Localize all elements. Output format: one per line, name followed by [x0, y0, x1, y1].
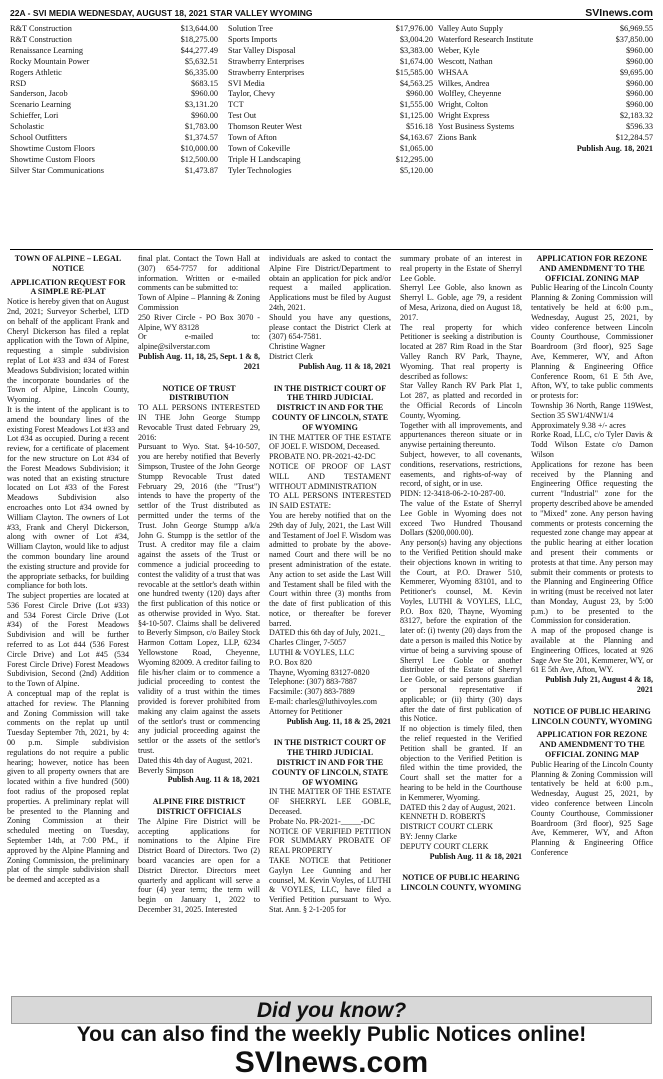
notice-paragraph: You are hereby notified that on the 29th day of July, 2021, the Last Will and Testament of Joel F. Wisdom was admitted to probate by the above-named Court and there will be no present administration of the estate. Any action to set aside the Last Will and Testament shall be filed with the Court within three (3) months from the date of first publication of this notice, or thereafter be forever barred. — [269, 510, 391, 628]
notice-paragraph: Star Valley Ranch RV Park Plat 1, Lot 287, as platted and recorded in the Official Records of Lincoln County, Wyoming. — [400, 381, 522, 420]
table-row — [438, 79, 653, 90]
notice-paragraph: Pursuant to Wyo. Stat. §4-10-507, you are hereby notified that Beverly Simpson, Trustee of the John George Stumpp Revocable Trust dated February 29, 2016 (the "Trust") intends to have the property of the settlor of the Trust distributed as permitted under the terms of the Trust. John George Stumpp a/k/a John G. Stumpp is the settlor of the Trust. A creditor may file a claim against the assets of the Trust or commence a judicial proceeding to contest the validity of a trust that was revocable at the settlor's death within one hundred twenty (120) days after the first publication of this notice or as otherwise provided in Wyo. Stat. §4-10-507. Claims shall be delivered to Beverly Simpson, c/o Bailey Stock Harmon Cottam Lopez, LLP, 6234 Yellowstone Road, Cheyenne, Wyoming 82009. A creditor failing to file his/her claim or to commence a judicial proceeding to contest the validity of a trust within the times provided is forever prohibited from making any claim against the assets of the settlor's trust or commencing any judicial proceeding against the settlor or the assets of the settlor's trust. — [138, 442, 260, 756]
table-row — [10, 57, 218, 68]
amount: $44,277.49 — [180, 45, 218, 55]
notice-paragraph: Any person(s) having any objections to the Verified Petition should make their objections known in writing to the Court, at P.O. Drawer 510, Kemmerer, Wyoming 83101, and to Petitioner's counsel, M. Kevin Voyles, LUTHI & VOYLES, LLC, P.O. Box 820, Thayne, Wyoming 83127, before the expiration of the later of: (i) twenty (20) days from the date a person is mailed this Notice by virtue of being a surviving spouse of Sherryl Lee Goble or another distributee of the Estate of Sherryl Lee Goble, or said persons guardian or personal representative if applicable; or (ii) thirty (30) days after the date of first publication of this Notice. — [400, 538, 522, 724]
amount: $1,783.00 — [184, 122, 218, 132]
amount: $5,120.00 — [399, 165, 433, 175]
vendor-name: RSD — [10, 78, 27, 88]
table-row — [228, 89, 433, 100]
notice-paragraph: IN THE MATTER OF THE ESTATE OF SHERRYL LEE GOBLE, Deceased. — [269, 787, 391, 817]
amount: $3,383.00 — [399, 45, 433, 55]
amount: $1,674.00 — [399, 56, 433, 66]
notice-paragraph: KENNETH D. ROBERTS — [400, 812, 486, 822]
vendor-name: Wolfley, Cheyenne — [438, 89, 502, 99]
vendor-name: Tyler Technologies — [228, 165, 292, 175]
spacer — [138, 785, 260, 793]
vendor-name: Wright Express — [438, 111, 490, 121]
notice-paragraph: Thayne, Wyoming 83127-0820 — [269, 667, 370, 677]
vendor-name: Scenario Learning — [10, 100, 72, 110]
notice-heading: NOTICE OF TRUST DISTRIBUTION — [162, 383, 236, 403]
notice-paragraph: It is the intent of the applicant is to amend the boundary lines of the existing Forest Meadows Lot #33 and Lot #34 as occupied. During a recent review, for a certificate of placement for the new structure on Lot #34 of the Forest Meadows Subdivision; it was noted that an existing structure located on Lot #33 of the Forest Meadows Subdivision also encroaches onto Lot #34 owned by William Clayton. The owners of Lot #33, Frank and Cheryl Dickerson, along with owner of Lot #34, William Clayton, would like to adjust the common boundary line around the existing structure and provide for the appropriate setbacks, for building compliance for both lots. — [7, 404, 129, 591]
table-row — [228, 100, 433, 111]
notice-paragraph: Sherryl Lee Goble, also known as Sherryl L. Goble, age 79, a resident of Mesa, Arizona, died on August 18, 2017. — [400, 283, 522, 322]
table-row — [228, 24, 433, 35]
notice-paragraph: Notice is hereby given that on August 2nd, 2021; Surveyor Scherbel, LTD on behalf of the applicant Frank and Cheryl Dickerson has filed a replat application with the Town of Alpine, requesting a simple subdivision replat of Lot #33 and #34 of Forest Meadows Subdivision; located within the incorporate boundaries of the Town of Alpine, Lincoln County, Wyoming. — [7, 297, 129, 405]
amount: $960.00 — [626, 45, 653, 55]
table-row — [10, 79, 218, 90]
amount: $3,131.20 — [184, 100, 218, 110]
notice-paragraph: DISTRICT COURT CLERK — [400, 822, 494, 832]
promo-banner — [11, 996, 652, 1079]
notice-heading: APPLICATION FOR REZONE AND AMENDMENT TO THE OFFICIAL ZONING MAP — [536, 254, 648, 283]
table-row — [438, 100, 653, 111]
notice-paragraph: If no objection is timely filed, then the relief requested in the Verified Petition shall be granted. If an objection to the Verified Petition is filed within the time provided, the Court shall set the matter for a hearing to be held in the Courthouse in Kemmerer, Wyoming. — [400, 724, 522, 802]
notice-paragraph: LUTHI & VOYLES, LLC — [269, 648, 355, 658]
spacer — [269, 726, 391, 734]
publish-line: Publish Aug. 11, 18 & 25, 2021 — [286, 716, 391, 726]
table-row — [10, 35, 218, 46]
notice-heading: IN THE DISTRICT COURT OF THE THIRD JUDICIAL DISTRICT IN AND FOR THE COUNTY OF LINCOLN, STATE OF WYOMING — [271, 738, 389, 787]
vendor-name: Strawberry Enterprises — [228, 67, 305, 77]
table-row — [438, 133, 653, 144]
notice-paragraph: Charles Clinger, 7-5057 — [269, 638, 347, 648]
notice-paragraph: summary probate of an interest in real property in the Estate of Sherryl Lee Goble. — [400, 254, 522, 283]
amount: $4,163.67 — [399, 133, 433, 143]
amount: $2,183.32 — [619, 111, 653, 121]
table-row — [10, 89, 218, 100]
notice-paragraph: NOTICE OF VERIFIED PETITION FOR SUMMARY PROBATE OF REAL PROPERTY — [269, 826, 391, 856]
vendor-name: Star Valley Disposal — [228, 45, 296, 55]
notice-paragraph: District Clerk — [269, 351, 314, 361]
amount: $5,632.51 — [184, 56, 218, 66]
vendor-name: Silver Star Communications — [10, 165, 105, 175]
vendor-name: R&T Construction — [10, 34, 72, 44]
header-site: SVInews.com — [585, 6, 653, 19]
header-dateline: 22A - SVI MEDIA WEDNESDAY, AUGUST 18, 2021 STAR VALLEY WYOMING — [10, 7, 313, 18]
vendor-name: Wilkes, Andrea — [438, 78, 490, 88]
table-row — [438, 35, 653, 46]
vendor-name: Town of Afton — [228, 133, 277, 143]
notice-column-5 — [531, 254, 653, 992]
notice-paragraph: Public Hearing of the Lincoln County Planning & Zoning Commission will tentatively be held at 6:00 p.m., Wednesday, August 25, 2021, by video conference between Lincoln County Courthouse, Commissioner Boardroom (3rd floor), 925 Sage Ave, Kemmerer, WY, and Afton Planning & Engineering Office Conference Room, 61 E 5th Ave, Afton, WY, to take public comments or protests for: — [531, 283, 653, 401]
notice-paragraph: Telephone: (307) 883-7887 — [269, 677, 357, 687]
notice-column-1 — [7, 254, 129, 992]
vendor-name: Weber, Kyle — [438, 45, 480, 55]
notice-heading: ALPINE FIRE DISTRICT DISTRICT OFFICIALS — [152, 797, 246, 817]
amount: $17,976.00 — [395, 24, 433, 33]
notice-paragraph: Attorney for Petitioner — [269, 706, 343, 716]
notice-paragraph: PIDN: 12-3418-06-2-10-287-00. — [400, 489, 506, 499]
vendor-name: Sanderson, Jacob — [10, 89, 68, 99]
notice-paragraph: Applications for rezone has been received by the Planning and Engineering Office requesting the current "Industrial" zone for the property described above be amended to "Mixed" zone. Any person having comments or protests concerning the requested zone change may appear at the public hearing at either location and present their comments or protests at that time. Any person may submit their comments or protests to the Planning and Engineering Office in writing (must be received not later than Monday, August 23, by 5:00 p.m.) to be presented to the Commission for consideration. — [531, 459, 653, 626]
table-row — [10, 24, 218, 35]
amount: $12,295.00 — [395, 154, 433, 164]
table-publish-line: Publish Aug. 18, 2021 — [576, 143, 653, 153]
vendor-name: Wescott, Nathan — [438, 56, 493, 66]
publish-line: Publish Aug. 11 & 18, 2021 — [167, 775, 260, 785]
vendor-name: Test Out — [228, 111, 257, 121]
amount: $960.00 — [191, 89, 218, 99]
amount: $1,065.00 — [399, 143, 433, 153]
table-row — [228, 79, 433, 90]
notice-paragraph: Township 36 North, Range 119West, Section 35 SW1/4NW1/4 — [531, 400, 653, 420]
table-row — [438, 89, 653, 100]
amount: $1,374.57 — [184, 133, 218, 143]
vendor-name: Yost Business Systems — [438, 122, 515, 132]
notice-paragraph: Beverly Simpson — [138, 765, 194, 775]
amount: $960.00 — [626, 56, 653, 66]
notice-paragraph: A map of the proposed change is available at the Planning and Engineering Offices, located at 926 Sage Ave Ste 201, Kemmerer, WY, or 61 E 5th Ave, Afton, WY. — [531, 626, 653, 675]
promo-site: SVInews.com — [234, 1046, 429, 1079]
table-row — [228, 122, 433, 133]
table-row — [10, 122, 218, 133]
table-row — [10, 68, 218, 79]
amount: $1,125.00 — [399, 111, 433, 121]
notice-paragraph: Or e-mailed to: alpine@silverstar.com — [138, 332, 260, 352]
notice-column-4 — [400, 254, 522, 992]
notice-paragraph: Facsimile: (307) 883-7889 — [269, 687, 355, 697]
vendor-name: Showtime Custom Floors — [10, 154, 95, 164]
table-row — [438, 111, 653, 122]
notice-paragraph: The real property for which Petitioner is seeking a distribution is located at 287 Rim Road in the Star Valley Ranch RV Park, Thayne, Wyoming. That real property is described as follows: — [400, 322, 522, 381]
notice-paragraph: TAKE NOTICE that Petitioner Gaylyn Lee Gunning and her counsel, M. Kevin Voyles, of LUTHI & VOYLES, LLC, have filed a Verified Petition pursuant to Wyo. Stat. Ann. § 2-1-205 for — [269, 856, 391, 914]
vendor-name: Rogers Athletic — [10, 67, 62, 77]
table-row — [228, 166, 433, 177]
table-row — [228, 144, 433, 155]
table-row — [228, 57, 433, 68]
amount: $960.00 — [406, 89, 433, 99]
spacer — [269, 372, 391, 380]
amount: $960.00 — [626, 89, 653, 99]
vendor-name: Town of Cokeville — [228, 143, 291, 153]
payments-table-col-2 — [228, 24, 433, 247]
vendor-name: Wright, Colton — [438, 100, 488, 110]
table-row — [438, 68, 653, 79]
spacer — [138, 372, 260, 380]
notice-paragraph: A conceptual map of the replat is attached for review. The Planning and Zoning Commission will take comments on the replat up until Tuesday September 7th, 2021, by 4: 00 p.m. Simple subdivision regulations do not require a public hearing; however, notice has been given to all property owners that are located within a five hundred (500) foot radius of the proposed replat properties. A preliminary replat will be presented to the Planning and Zoning Commission at their scheduled meeting on Tuesday, September 14th, at 7:00 PM., if approved by the Alpine Planning and Zoning Commission, the preliminary plat of the simple subdivision shall be deemed and accepted as a — [7, 689, 129, 885]
notice-paragraph: Dated this 4th day of August, 2021. — [138, 755, 253, 765]
notice-paragraph: individuals are asked to contact the Alpine Fire District/Department to obtain an application for pick and/or request a mailed application. Applications must be filed by August 24th, 2021. — [269, 254, 391, 312]
table-row — [10, 133, 218, 144]
amount: $37,850.00 — [615, 34, 653, 44]
vendor-name: Zions Bank — [438, 133, 477, 143]
table-row — [438, 24, 653, 35]
table-row — [438, 122, 653, 133]
notice-paragraph: Christine Wagner — [269, 342, 326, 352]
notice-column-3 — [269, 254, 391, 992]
vendor-name: Scholastic — [10, 122, 45, 132]
publish-line: Publish Aug. 11 & 18, 2021 — [429, 851, 522, 861]
amount: $1,555.00 — [399, 100, 433, 110]
notice-heading: APPLICATION REQUEST FOR A SIMPLE RE-PLAT — [10, 277, 126, 297]
table-row — [228, 35, 433, 46]
publish-line: Publish Aug. 11, 18, 25, Sept. 1 & 8, 2021 — [138, 351, 260, 371]
table-row — [438, 46, 653, 57]
amount: $12,500.00 — [180, 154, 218, 164]
notice-paragraph: Town of Alpine – Planning & Zoning Commission — [138, 293, 260, 312]
table-row — [438, 57, 653, 68]
notice-heading: NOTICE OF PUBLIC HEARING LINCOLN COUNTY, WYOMING — [400, 873, 522, 893]
table-row — [10, 144, 218, 155]
amount: $960.00 — [626, 78, 653, 88]
amount: $960.00 — [626, 100, 653, 110]
table-row — [228, 68, 433, 79]
amount: $9,695.00 — [619, 67, 653, 77]
notice-paragraph: The subject properties are located at 536 Forest Circle Drive (Lot #33) and 534 Forest Circle Drive (Lot #34) of the Forest Meadows Subdivision and will be further referred to as Lot #44 (536 Forest Circle Drive) and Lot #45 (534 Forest Circle Drive) Forest Meadows Subdivision, Second (2nd) Addition to the Town of Alpine. — [7, 591, 129, 689]
table-row — [10, 155, 218, 166]
table-row — [10, 46, 218, 57]
notice-paragraph: Subject, however, to all covenants, conditions, reservations, restrictions, easements, and rights-of-way of record, of sight, or in use. — [400, 449, 522, 489]
vendor-name: Waterford Research Institute — [438, 34, 534, 44]
table-row — [228, 46, 433, 57]
vendor-name: Schieffer, Lori — [10, 111, 59, 121]
notice-paragraph: PROBATE NO. PR-2021-42-DC — [269, 452, 376, 462]
notice-paragraph: NOTICE OF PROOF OF LAST WILL AND TESTAMENT WITHOUT ADMINISTRATION — [269, 461, 391, 491]
notice-paragraph: Probate No. PR-2021-_____-DC — [269, 816, 375, 826]
notice-paragraph: TO ALL PERSONS INTERESTED IN THE John George Stumpp Revocable Trust dated February 29, 2016: — [138, 403, 260, 442]
notice-paragraph: final plat. Contact the Town Hall at (307) 654-7757 for additional information. Written or e-mailed comments can be submitted to: — [138, 254, 260, 293]
vendor-name: Strawberry Enterprises — [228, 56, 305, 66]
vendor-name: Rocky Mountain Power — [10, 56, 90, 66]
page-header — [10, 6, 653, 20]
amount: $6,335.00 — [184, 67, 218, 77]
amount: $1,473.87 — [184, 165, 218, 175]
vendor-name: Triple H Landscaping — [228, 154, 301, 164]
notice-paragraph: TO ALL PERSONS INTERESTED IN SAID ESTATE: — [269, 491, 391, 511]
vendor-name: TCT — [228, 100, 244, 110]
table-divider — [10, 249, 653, 250]
spacer — [400, 861, 522, 869]
vendor-name: Valley Auto Supply — [438, 24, 503, 33]
vendor-name: Showtime Custom Floors — [10, 143, 95, 153]
notice-paragraph: P.O. Box 820 — [269, 657, 312, 667]
amount: $12,284.57 — [615, 133, 653, 143]
notice-paragraph: Rorke Road, LLC, c/o Tyler Davis & Todd Wilson Estate c/o Damon Wilson — [531, 430, 653, 459]
notice-paragraph: Should you have any questions, please contact the District Clerk at (307) 654-7581. — [269, 312, 391, 342]
vendor-name: Renaissance Learning — [10, 45, 84, 55]
table-row — [228, 111, 433, 122]
amount: $516.18 — [406, 122, 433, 132]
promo-message: You can also find the weekly Public Notices online! — [76, 1023, 587, 1046]
vendor-name: R&T Construction — [10, 24, 72, 33]
notice-paragraph: The Alpine Fire District will be accepting applications for nominations to the Alpine Fire District Board of Directors. Two (2) board vacancies are open for a District Director. Directors meet quarterly and applicant will serve a four (4) year term; the term will begin on January 1, 2022 to December 31, 2025. Interested — [138, 816, 260, 914]
notice-paragraph: DATED this 2 day of August, 2021. — [400, 802, 516, 812]
publish-line: Publish Aug. 11 & 18, 2021 — [298, 361, 391, 371]
promo-question: Did you know? — [256, 999, 407, 1022]
notice-paragraph: Together with all improvements, and appurtenances thereon situate or in anywise pertaining thereunto. — [400, 420, 522, 450]
notice-heading: TOWN OF ALPINE – LEGAL NOTICE — [14, 254, 122, 273]
amount: $3,004.20 — [399, 34, 433, 44]
vendor-name: Thomson Reuter West — [228, 122, 302, 132]
notice-paragraph: Public Hearing of the Lincoln County Planning & Zoning Commission will tentatively be held at 6:00 p.m., Wednesday, August 25, 2021, by video conference between Lincoln County Courthouse, Commissioner Boardroom (3rd floor), 925 Sage Ave, Kemmerer, WY, and Afton Planning & Engineering Office Conference — [531, 759, 653, 858]
amount: $13,644.00 — [180, 24, 218, 33]
notice-paragraph: DATED this 6th day of July, 2021._ — [269, 628, 385, 638]
amount: $10,000.00 — [180, 143, 218, 153]
amount: $960.00 — [191, 111, 218, 121]
table-row — [10, 111, 218, 122]
publish-line: Publish July 21, August 4 & 18, 2021 — [545, 675, 653, 695]
amount: $15,585.00 — [395, 67, 433, 77]
vendor-name: WHSAA — [438, 67, 469, 77]
amount: $4,563.25 — [399, 78, 433, 88]
amount: $683.15 — [191, 78, 218, 88]
vendor-name: Sports Imports — [228, 34, 278, 44]
notice-paragraph: DEPUTY COURT CLERK — [400, 841, 489, 851]
notice-paragraph: 250 River Circle - PO Box 3070 - Alpine, WY 83128 — [138, 312, 260, 332]
notice-paragraph: IN THE MATTER OF THE ESTATE OF JOEL F. WISDOM, Deceased. — [269, 432, 391, 452]
spacer — [531, 695, 653, 703]
table-row — [10, 100, 218, 111]
table-row — [228, 155, 433, 166]
table-row — [228, 133, 433, 144]
notice-paragraph: E-mail: charles@luthivoyles.com — [269, 697, 377, 707]
notice-column-2 — [138, 254, 260, 992]
payments-table-col-3 — [438, 24, 653, 247]
vendor-name: Solution Tree — [228, 24, 273, 33]
vendor-name: School Outfitters — [10, 133, 67, 143]
notice-heading: IN THE DISTRICT COURT OF THE THIRD JUDICIAL DISTRICT IN AND FOR THE COUNTY OF LINCOLN, STATE OF WYOMING — [271, 383, 389, 432]
vendor-name: Taylor, Chevy — [228, 89, 276, 99]
payments-table-col-1 — [10, 24, 218, 247]
table-row — [10, 166, 218, 177]
notice-paragraph: Approximately 9.38 +/- acres — [531, 420, 626, 430]
amount: $596.33 — [626, 122, 653, 132]
notice-heading: NOTICE OF PUBLIC HEARING LINCOLN COUNTY, WYOMING — [531, 706, 653, 726]
notice-paragraph: BY: Jenny Clarke — [400, 832, 457, 842]
amount: $6,969.55 — [619, 24, 653, 33]
notice-heading: APPLICATION FOR REZONE AND AMENDMENT TO THE OFFICIAL ZONING MAP — [536, 730, 648, 760]
vendor-name: SVI Media — [228, 78, 265, 88]
amount: $18,275.00 — [180, 34, 218, 44]
notice-paragraph: The value of the Estate of Sherryl Lee Goble in Wyoming does not exceed Two Hundred Thousand Dollars ($200,000.00). — [400, 498, 522, 538]
